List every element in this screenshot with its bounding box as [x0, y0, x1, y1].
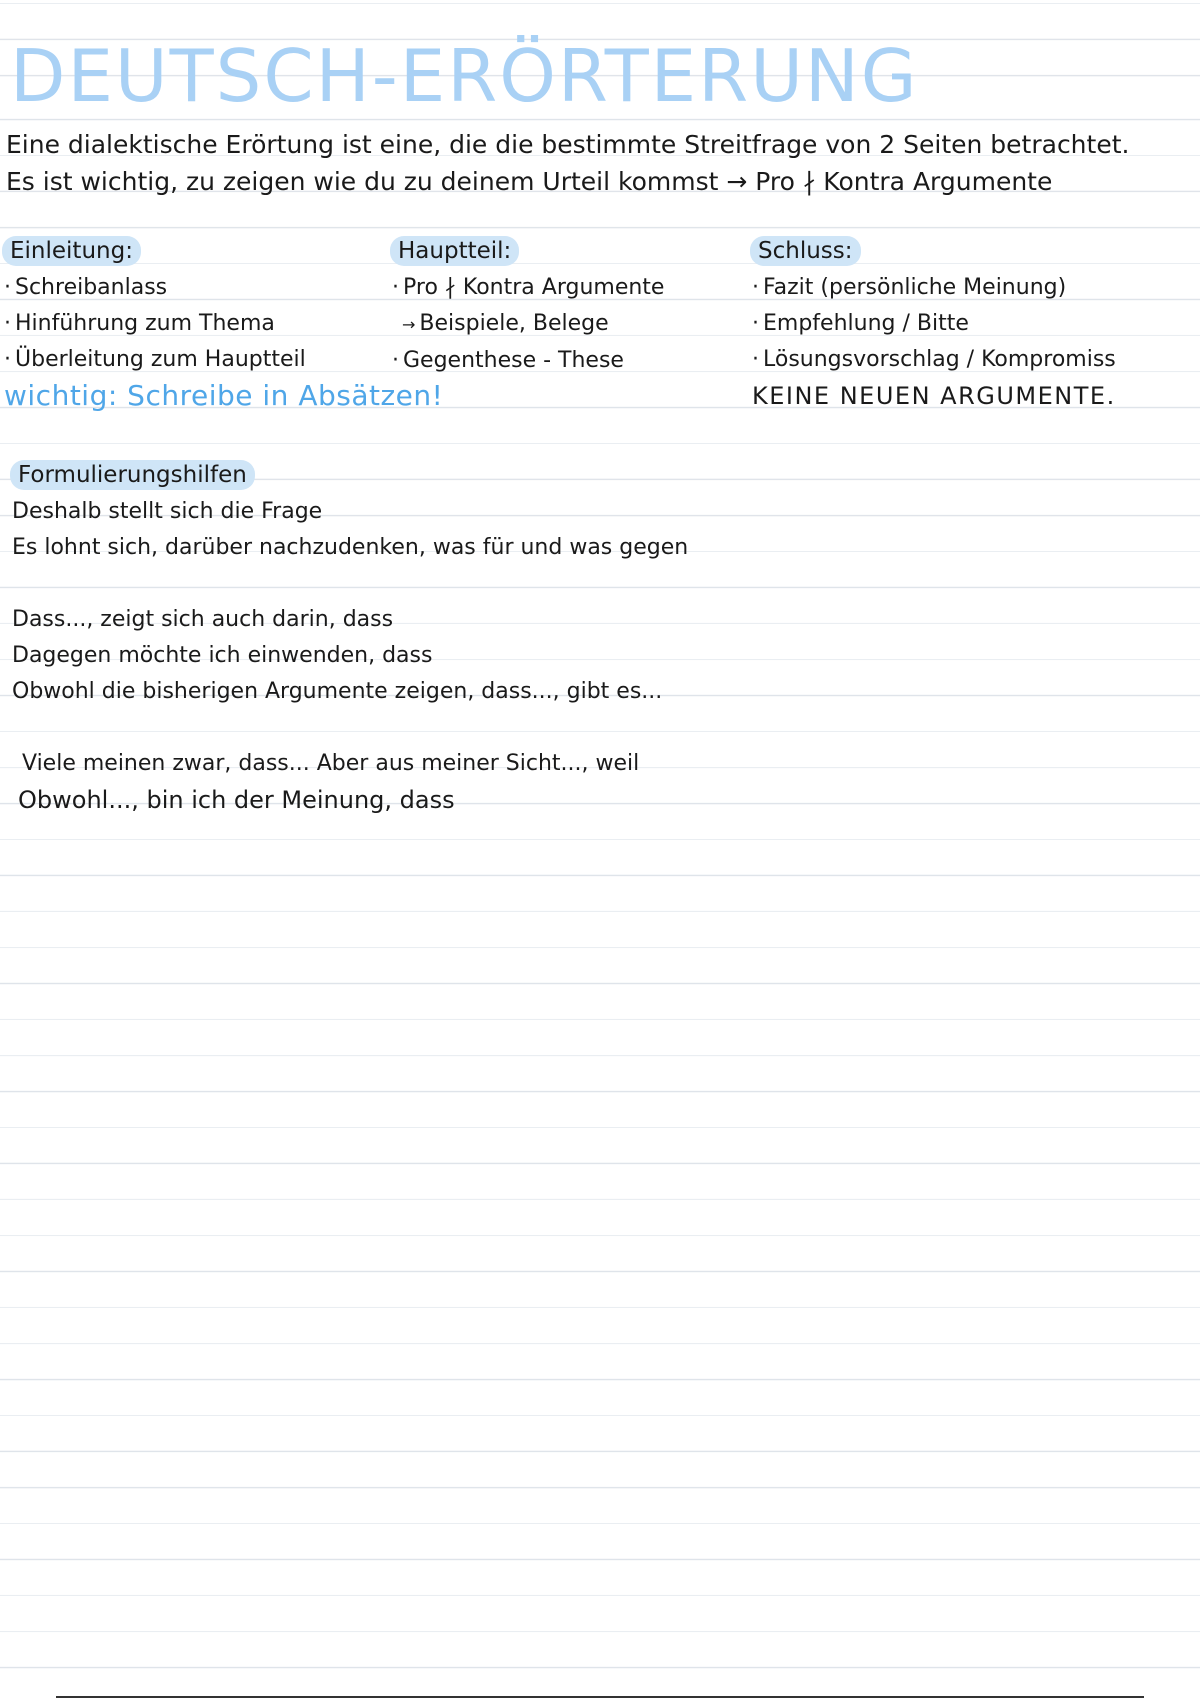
schluss-item: · Fazit (persönliche Meinung): [752, 270, 1116, 306]
phrase-line: Dass..., zeigt sich auch darin, dass: [12, 607, 394, 632]
hauptteil-subitem: → Beispiele, Belege: [392, 306, 664, 343]
intro-text: [6, 126, 1129, 200]
phrase-group: [12, 602, 688, 710]
section-einleitung: [4, 234, 443, 414]
section-hauptteil: [392, 234, 664, 379]
intro-line-2: Es ist wichtig, zu zeigen wie du zu deinem Urteil kommst → Pro ∤ Kontra Argumente: [6, 167, 1053, 196]
schluss-item: · Lösungsvorschlag / Kompromiss: [752, 342, 1116, 378]
formulierungshilfen: [12, 458, 688, 818]
phrase-line: Es lohnt sich, darüber nachzudenken, was für und was gegen: [12, 535, 689, 560]
section-heading-einleitung: Einleitung:: [2, 236, 141, 266]
phrase-line: Deshalb stellt sich die Frage: [12, 499, 323, 524]
phrase-line: Viele meinen zwar, dass... Aber aus meiner Sicht..., weil: [22, 751, 640, 776]
phrase-group: [12, 494, 688, 566]
phrase-line: Obwohl die bisherigen Argumente zeigen, dass..., gibt es...: [12, 679, 663, 704]
einleitung-item: · Hinführung zum Thema: [4, 306, 443, 342]
einleitung-item: · Überleitung zum Hauptteil: [4, 342, 443, 378]
schluss-item: · Empfehlung / Bitte: [752, 306, 1116, 342]
section-heading-formulierungshilfen: Formulierungshilfen: [10, 460, 255, 490]
hauptteil-item: · Gegenthese - These: [392, 343, 664, 379]
important-note: wichtig: Schreibe in Absätzen!: [4, 379, 444, 412]
page-title: DEUTSCH-ERÖRTERUNG: [10, 34, 919, 118]
blank-line: [12, 566, 688, 602]
phrase-line: Dagegen möchte ich einwenden, dass: [12, 643, 433, 668]
phrase-group: [12, 746, 688, 818]
einleitung-item: · Schreibanlass: [4, 270, 443, 306]
section-heading-hauptteil: Hauptteil:: [390, 236, 519, 266]
section-schluss: [752, 234, 1116, 414]
page-bottom-rule: [56, 1696, 1144, 1698]
hauptteil-item: · Pro ∤ Kontra Argumente: [392, 270, 664, 306]
blank-line: [12, 710, 688, 746]
phrase-line: Obwohl..., bin ich der Meinung, dass: [18, 786, 455, 814]
intro-line-1: Eine dialektische Erörtung ist eine, die die bestimmte Streitfrage von 2 Seiten betrachtet.: [6, 130, 1130, 159]
schluss-note: KEINE NEUEN ARGUMENTE.: [752, 382, 1116, 410]
section-heading-schluss: Schluss:: [750, 236, 861, 266]
